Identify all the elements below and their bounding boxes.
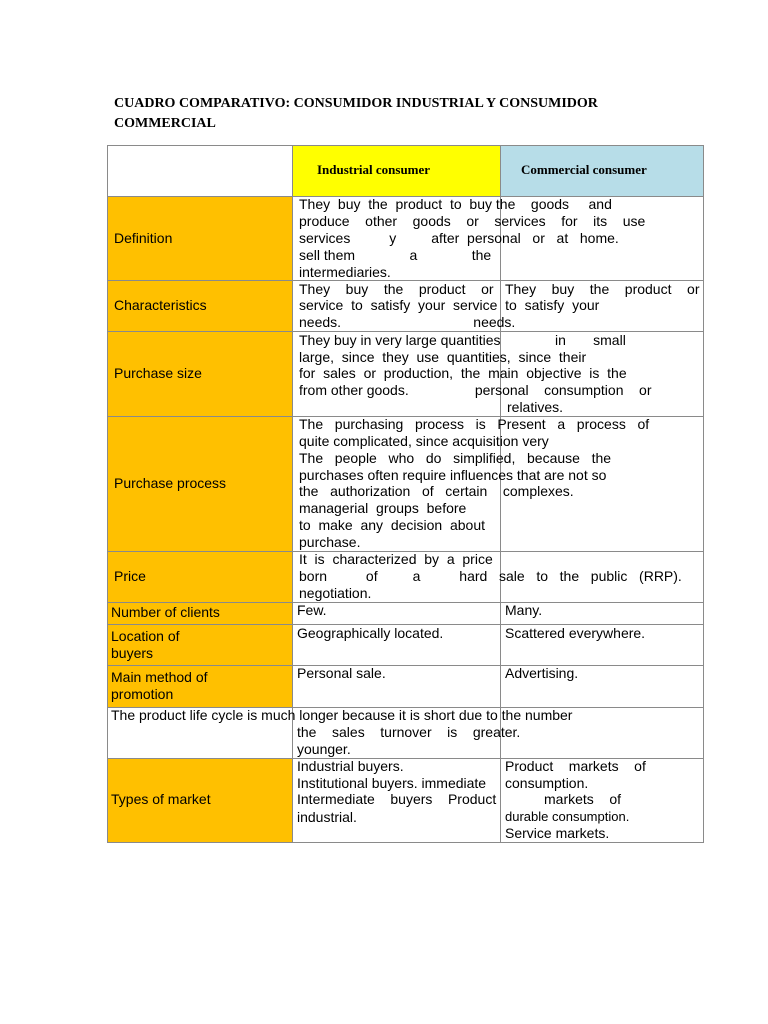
grid-line [107,145,704,146]
header-empty-cell [107,145,293,196]
text-line: The product life cycle is much longer because it is short due to the number [111,707,573,723]
text-line: The purchasing process is Present a process of [299,416,650,432]
text-line: purchase. [299,534,361,550]
title-line-1: CUADRO COMPARATIVO: CONSUMIDOR INDUSTRIAL Y CONSUMIDOR [114,96,598,111]
row-label-promotion-line-2: promotion [111,686,174,702]
text-line: to make any decision about [299,517,485,533]
title-line-2: COMMERCIAL [114,116,216,131]
grid-line [107,842,704,843]
text-line: industrial. [297,809,357,825]
text-line: Institutional buyers. immediate [297,775,487,791]
text-line: purchases often require influences that are not so [299,467,607,483]
industrial-consumer-header: Industrial consumer [317,162,431,177]
row-label-number-of-clients: Number of clients [111,604,220,620]
text-line: They buy in very large quantities in small [299,332,626,348]
text-line: Industrial buyers. [297,758,404,774]
text-line: It is characterized by a price [299,551,493,567]
text-line: intermediaries. [299,264,391,280]
text-line: Intermediate buyers Product [297,791,497,807]
text-line: Service markets. [505,825,610,841]
text-line: service to satisfy your service to satisfy your [299,297,600,313]
text-line: durable consumption. [505,809,630,824]
text-line: managerial groups before [299,500,467,516]
text-line: younger. [297,741,351,757]
text-line: relatives. [507,399,564,415]
number-of-clients-industrial: Few. [297,602,327,618]
text-line: services y after personal or at home. [299,230,619,246]
document-title [114,94,674,134]
text-line: Product markets of [505,758,646,774]
grid-line [107,602,704,603]
row-label-location-line-1: Location of [111,628,180,644]
grid-line [107,665,704,666]
text-line: quite complicated, since acquisition very [299,433,549,449]
row-label-location-line-2: buyers [111,645,154,661]
text-line: large, since they use quantities, since their [299,349,587,365]
promotion-industrial: Personal sale. [297,665,386,681]
row-label-purchase-size: Purchase size [114,365,202,381]
text-line: negotiation. [299,585,372,601]
row-label-definition: Definition [114,230,173,246]
grid-line [703,145,704,843]
row-label-promotion-line-1: Main method of [111,669,208,685]
text-line: They buy the product or They buy the product or [299,281,700,297]
row-label-price: Price [114,568,146,584]
text-line: produce other goods or services for its use [299,213,646,229]
text-line: born of a hard sale to the public (RRP). [299,568,682,584]
row-label-types-of-market: Types of market [111,791,211,807]
text-line: The people who do simplified, because the [299,450,612,466]
promotion-commercial: Advertising. [505,665,579,681]
text-line: the sales turnover is greater. [297,724,521,740]
text-line: markets of [544,791,622,807]
text-line: from other goods. personal consumption or [299,382,652,398]
text-line: They buy the product to buy the goods and [299,196,612,212]
text-line: consumption. [505,775,589,791]
row-label-purchase-process: Purchase process [114,475,227,491]
row-label-characteristics: Characteristics [114,297,207,313]
text-line: for sales or production, the main objective is the [299,365,627,381]
location-industrial: Geographically located. [297,625,444,641]
number-of-clients-commercial: Many. [505,602,543,618]
text-line: the authorization of certain complexes. [299,483,574,499]
grid-line [292,145,293,843]
text-line: sell them a the [299,247,492,263]
grid-line [107,145,108,843]
text-line: needs. needs. [299,314,516,330]
location-commercial: Scattered everywhere. [505,625,646,641]
commercial-consumer-header: Commercial consumer [521,162,647,177]
